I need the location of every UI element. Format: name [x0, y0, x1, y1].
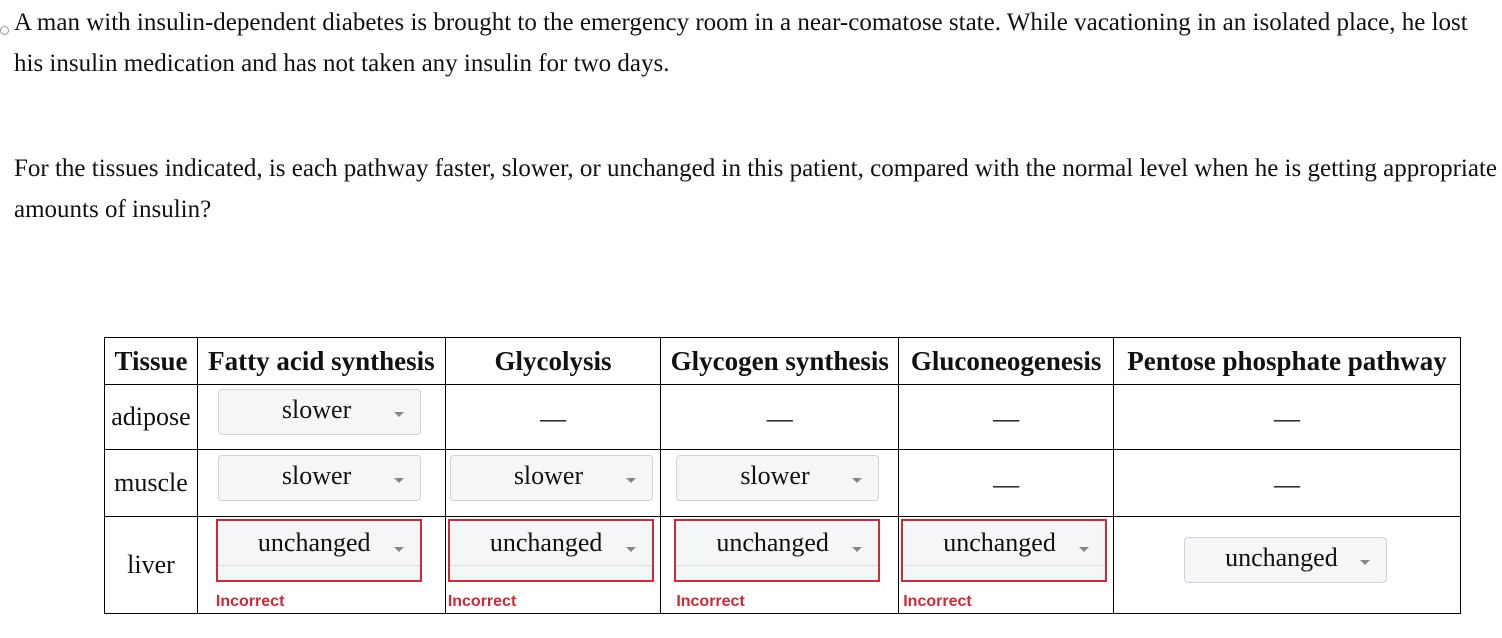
cell-adipose-fatty-acid	[197, 385, 445, 450]
cell-adipose-gluconeogenesis	[899, 385, 1114, 450]
cell-liver-glycolysis	[445, 517, 661, 614]
dropdown-liver-pentose[interactable]	[1184, 537, 1387, 583]
caret-down-icon	[1360, 560, 1370, 565]
tissue-adipose: adipose	[105, 385, 198, 450]
header-row	[105, 338, 1461, 385]
tissue-liver: liver	[105, 517, 198, 614]
cell-adipose-glycogen	[661, 385, 899, 450]
dropdown-muscle-glycolysis[interactable]	[450, 455, 653, 501]
dash: —	[766, 404, 793, 433]
question-intro: A man with insulin-dependent diabetes is brought to the emergency room in a near-comatose state. While vacationing in an isolated place, he lost his insulin medication and has not taken any insulin for two days.	[14, 9, 1468, 77]
dropdown-value: unchanged	[943, 528, 1056, 557]
dropdown-value: unchanged	[257, 528, 371, 557]
dropdown-value: unchanged	[1225, 543, 1338, 572]
row-muscle	[105, 450, 1461, 517]
caret-down-icon	[626, 478, 636, 483]
feedback-incorrect: Incorrect	[215, 593, 285, 610]
row-liver	[105, 517, 1461, 614]
caret-down-icon	[852, 478, 862, 483]
dropdown-liver-fatty-acid[interactable]	[216, 519, 422, 582]
header-pentose-phosphate-pathway: Pentose phosphate pathway	[1114, 338, 1461, 385]
cell-liver-fatty-acid	[197, 517, 445, 614]
dropdown-adipose-fatty-acid[interactable]	[218, 389, 421, 435]
cell-muscle-glycolysis	[445, 450, 661, 517]
header-tissue: Tissue	[105, 338, 198, 385]
question-prompt: For the tissues indicated, is each pathway faster, slower, or unchanged in this patient, compared with the normal level when he is getting appropriate amounts of insulin?	[14, 155, 1497, 223]
caret-down-icon	[626, 547, 636, 552]
dropdown-value: slower	[740, 461, 810, 490]
dash: —	[993, 470, 1020, 499]
caret-down-icon	[394, 478, 404, 483]
pathway-table	[104, 337, 1461, 614]
caret-down-icon	[1079, 547, 1089, 552]
dash: —	[540, 404, 567, 433]
caret-down-icon	[394, 412, 404, 417]
header-gluconeogenesis: Gluconeogenesis	[899, 338, 1114, 385]
header-glycogen-synthesis: Glycogen synthesis	[661, 338, 899, 385]
dash: —	[993, 404, 1020, 433]
dropdown-liver-glycolysis[interactable]	[448, 519, 654, 582]
dropdown-liver-glycogen[interactable]	[674, 519, 880, 582]
cell-adipose-pentose	[1114, 385, 1461, 450]
dash: —	[1274, 470, 1301, 499]
dropdown-value: unchanged	[489, 528, 603, 557]
feedback-incorrect: Incorrect	[676, 593, 745, 610]
cell-liver-pentose	[1114, 517, 1461, 614]
row-adipose	[105, 385, 1461, 450]
dropdown-value: slower	[281, 395, 352, 424]
dropdown-value: unchanged	[716, 528, 829, 557]
tissue-muscle: muscle	[105, 450, 198, 517]
cell-muscle-gluconeogenesis	[899, 450, 1114, 517]
cell-muscle-fatty-acid	[197, 450, 445, 517]
header-fatty-acid-synthesis: Fatty acid synthesis	[197, 338, 445, 385]
dash: —	[1274, 404, 1301, 433]
cell-muscle-pentose	[1114, 450, 1461, 517]
dropdown-value: slower	[281, 461, 352, 490]
cell-adipose-glycolysis	[445, 385, 661, 450]
header-glycolysis: Glycolysis	[445, 338, 661, 385]
bullet-icon	[0, 26, 9, 35]
dropdown-muscle-glycogen[interactable]	[676, 455, 879, 501]
cell-liver-glycogen	[661, 517, 899, 614]
dropdown-liver-gluconeogenesis[interactable]	[901, 519, 1107, 582]
caret-down-icon	[394, 547, 404, 552]
cell-liver-gluconeogenesis	[899, 517, 1114, 614]
feedback-incorrect: Incorrect	[447, 593, 517, 610]
dropdown-muscle-fatty-acid[interactable]	[218, 455, 421, 501]
caret-down-icon	[852, 547, 862, 552]
feedback-incorrect: Incorrect	[903, 593, 972, 610]
cell-muscle-glycogen	[661, 450, 899, 517]
dropdown-value: slower	[513, 461, 584, 490]
